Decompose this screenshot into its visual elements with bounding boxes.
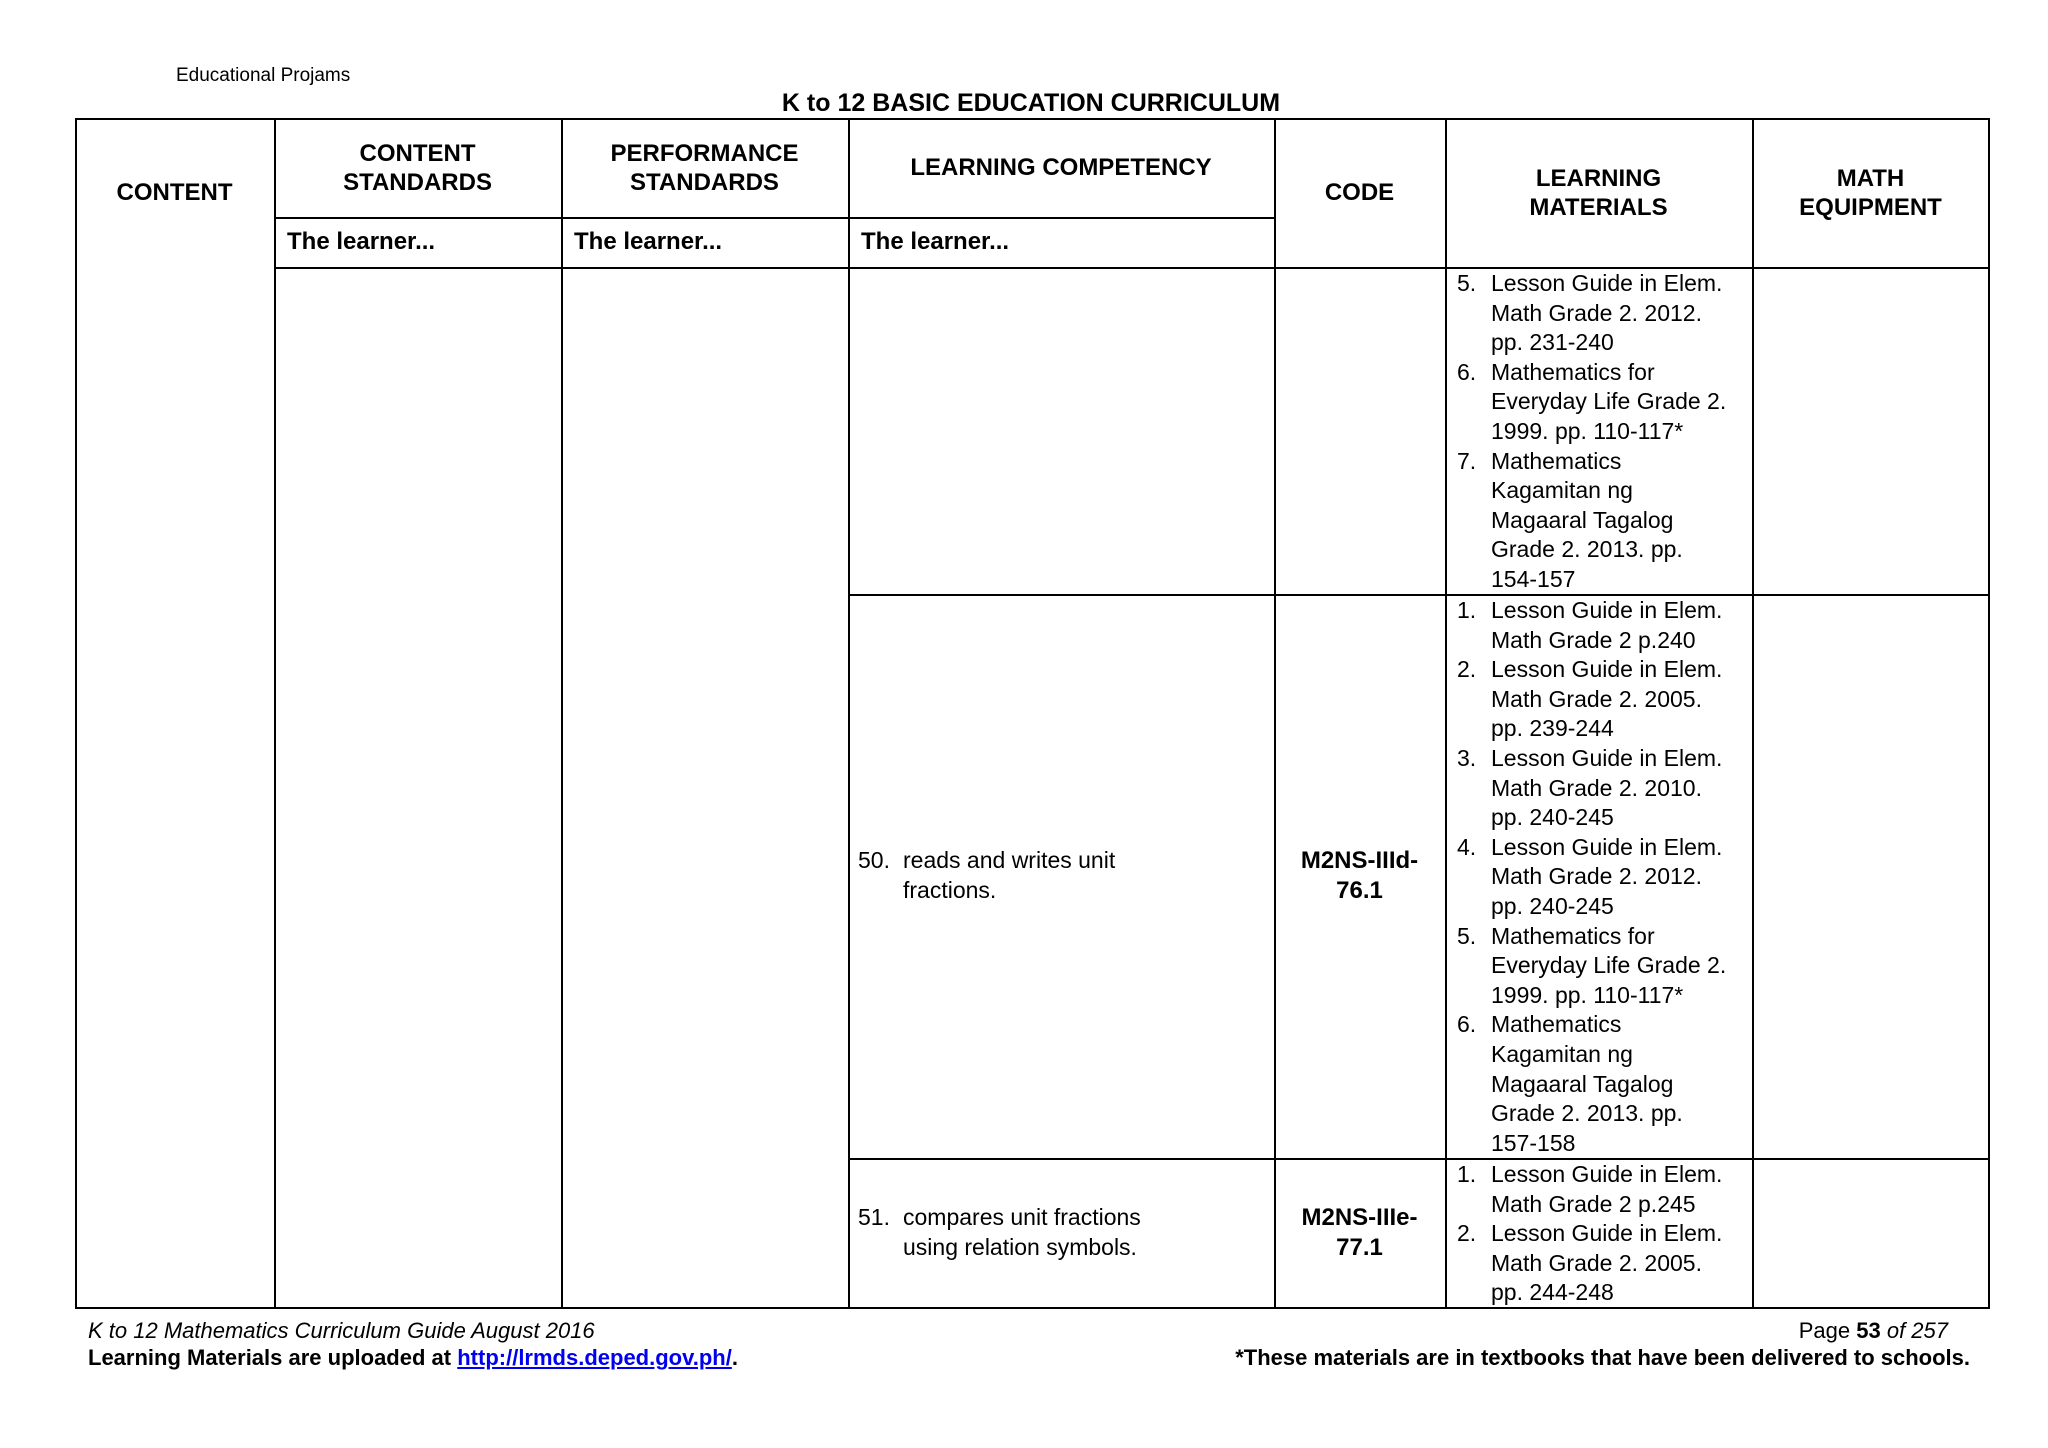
material-item: [1457, 744, 1752, 833]
table-border: [75, 118, 77, 1309]
textbook-delivery-note: *These materials are in textbooks that have been delivered to schools.: [1235, 1345, 1970, 1370]
material-item-line: pp. 240-245: [1491, 804, 1614, 831]
material-item-line: Lesson Guide in Elem.: [1491, 744, 1723, 771]
header-content-standards-label: CONTENT STANDARDS: [343, 139, 492, 196]
header-content-label: CONTENT: [116, 179, 233, 206]
footer-upload-note: [88, 1344, 738, 1372]
row-divider: [274, 267, 1990, 269]
code-cell: [1274, 1158, 1445, 1307]
material-item-line: Kagamitan ng: [1491, 477, 1633, 504]
material-item-line: Lesson Guide in Elem.: [1491, 270, 1723, 296]
material-item-line: pp. 239-244: [1491, 715, 1614, 742]
material-item-line: Everyday Life Grade 2.: [1491, 952, 1727, 979]
lrmds-link[interactable]: http://lrmds.deped.gov.ph/: [457, 1345, 732, 1370]
header-code-label: CODE: [1324, 179, 1395, 206]
competency-code: [1301, 1203, 1417, 1262]
learning-competency-cell: [848, 267, 1274, 594]
material-item-line: pp. 240-245: [1491, 892, 1614, 919]
math-equipment-cell: [1752, 1158, 1989, 1307]
table-border: [75, 1307, 1990, 1309]
column-divider: [1445, 118, 1447, 1309]
column-divider: [848, 118, 850, 1309]
code-cell: [1274, 594, 1445, 1158]
material-item-number: 6.: [1457, 358, 1477, 385]
learning-materials-cell: [1445, 1159, 1752, 1307]
learning-competency-cell: [848, 594, 1274, 1158]
material-item: [1457, 447, 1752, 595]
table-border: [1988, 118, 1990, 1309]
material-item: [1457, 596, 1752, 655]
content-cell: [75, 267, 274, 1307]
table-border: [75, 118, 1990, 120]
header-learning-competency-label: LEARNING COMPETENCY: [910, 154, 1212, 181]
material-item-number: 7.: [1457, 447, 1477, 474]
material-item-line: 157-158: [1491, 1129, 1576, 1156]
page-label: Page: [1798, 1318, 1851, 1343]
material-item-line: Math Grade 2. 2012.: [1491, 863, 1702, 890]
row-divider: [848, 594, 1990, 596]
material-item-number: 2.: [1457, 1220, 1477, 1247]
document-title: K to 12 BASIC EDUCATION CURRICULUM: [781, 89, 1281, 117]
content-standards-cell: [274, 267, 561, 1307]
material-item-number: 5.: [1457, 270, 1477, 296]
material-item: [1457, 1219, 1752, 1308]
competency-code: [1301, 846, 1418, 905]
material-item-line: pp. 231-240: [1491, 329, 1614, 356]
material-item-line: Math Grade 2. 2005.: [1491, 1249, 1702, 1276]
learner-prompt-learning-competency: The learner...: [861, 228, 1010, 255]
material-item-line: Everyday Life Grade 2.: [1491, 388, 1727, 415]
material-item: [1457, 1010, 1752, 1158]
competency-code-line: 77.1: [1336, 1233, 1383, 1261]
material-item-line: Grade 2. 2013. pp.: [1491, 536, 1683, 563]
material-item-line: Math Grade 2 p.240: [1491, 626, 1696, 653]
header-learning-materials: [1445, 118, 1752, 267]
learning-materials-cell: [1445, 268, 1752, 594]
competency-code-line: M2NS-IIIe-: [1301, 1203, 1418, 1231]
competency-line: reads and writes unit: [903, 847, 1116, 874]
material-item-line: Lesson Guide in Elem.: [1491, 656, 1723, 683]
header-content: [75, 118, 274, 267]
column-divider: [1274, 118, 1276, 1309]
header-performance-standards: [561, 118, 848, 217]
material-item-number: 3.: [1457, 744, 1477, 771]
column-divider: [561, 118, 563, 1309]
learning-materials-cell: [1445, 595, 1752, 1158]
footer-guide-title: K to 12 Mathematics Curriculum Guide August 2016: [88, 1318, 595, 1343]
material-item-line: Lesson Guide in Elem.: [1491, 833, 1723, 860]
material-item: [1457, 922, 1752, 1011]
competency-item: [858, 846, 1115, 905]
header-content-standards: [274, 118, 561, 217]
material-item-line: 1999. pp. 110-117*: [1491, 981, 1684, 1008]
material-item: [1457, 1160, 1752, 1219]
material-item-line: Lesson Guide in Elem.: [1491, 1161, 1723, 1187]
material-item-line: Magaaral Tagalog: [1491, 506, 1674, 533]
material-item-number: 5.: [1457, 922, 1477, 949]
material-item-line: Mathematics for: [1491, 922, 1655, 949]
code-cell: [1274, 267, 1445, 594]
header-learning-materials-label: LEARNING MATERIALS: [1529, 164, 1668, 221]
material-item-number: 4.: [1457, 833, 1477, 860]
competency-item: [858, 1203, 1141, 1262]
upload-note-period: .: [731, 1345, 738, 1370]
material-item-line: Mathematics: [1491, 1011, 1622, 1038]
learner-prompt-performance-standards: The learner...: [574, 228, 723, 255]
learner-prompt-content-standards: The learner...: [287, 228, 436, 255]
header-learning-competency: [848, 118, 1274, 217]
page-number: 53: [1856, 1318, 1881, 1343]
material-item-line: Math Grade 2. 2012.: [1491, 299, 1702, 326]
material-item-line: 154-157: [1491, 565, 1576, 592]
header-performance-standards-label: PERFORMANCE STANDARDS: [610, 139, 799, 196]
row-divider: [274, 217, 1276, 219]
material-item-line: Mathematics for: [1491, 358, 1655, 385]
material-item-number: 1.: [1457, 1161, 1477, 1187]
competency-number: 50.: [858, 847, 890, 874]
material-item-line: Kagamitan ng: [1491, 1040, 1633, 1067]
competency-line: compares unit fractions: [903, 1203, 1141, 1230]
competency-line: using relation symbols.: [903, 1233, 1137, 1260]
material-item-line: Math Grade 2. 2010.: [1491, 774, 1702, 801]
publisher-label: Educational Projams: [176, 65, 351, 86]
material-item-line: 1999. pp. 110-117*: [1491, 417, 1684, 444]
material-item-number: 6.: [1457, 1011, 1477, 1038]
material-item-line: Mathematics: [1491, 447, 1622, 474]
competency-code-line: 76.1: [1336, 877, 1383, 904]
material-item-number: 2.: [1457, 656, 1477, 683]
material-item-line: Lesson Guide in Elem.: [1491, 597, 1723, 623]
material-item-line: pp. 244-248: [1491, 1279, 1614, 1306]
material-item: [1457, 269, 1752, 358]
row-divider: [848, 1158, 1990, 1160]
material-item: [1457, 833, 1752, 922]
column-divider: [274, 118, 276, 1309]
upload-note-text: Learning Materials are uploaded at: [88, 1345, 452, 1370]
material-item-line: Lesson Guide in Elem.: [1491, 1220, 1723, 1247]
material-item-line: Math Grade 2. 2005.: [1491, 685, 1702, 712]
header-math-equipment-label: MATH EQUIPMENT: [1799, 164, 1942, 221]
page-indicator: [1799, 1317, 1948, 1345]
material-item-line: Math Grade 2 p.245: [1491, 1190, 1696, 1217]
material-item-line: Magaaral Tagalog: [1491, 1070, 1674, 1097]
competency-line: fractions.: [903, 877, 997, 903]
material-item: [1457, 358, 1752, 447]
math-equipment-cell: [1752, 267, 1989, 594]
competency-code-line: M2NS-IIId-: [1300, 847, 1419, 875]
header-code: [1274, 118, 1445, 267]
material-item-number: 1.: [1457, 597, 1477, 623]
page-total: of 257: [1886, 1318, 1948, 1343]
competency-number: 51.: [858, 1203, 890, 1230]
math-equipment-cell: [1752, 594, 1989, 1158]
column-divider: [1752, 118, 1754, 1309]
learning-competency-cell: [848, 1158, 1274, 1307]
material-item-line: Grade 2. 2013. pp.: [1491, 1100, 1683, 1127]
material-item: [1457, 655, 1752, 744]
performance-standards-cell: [561, 267, 848, 1307]
header-math-equipment: [1752, 118, 1989, 267]
